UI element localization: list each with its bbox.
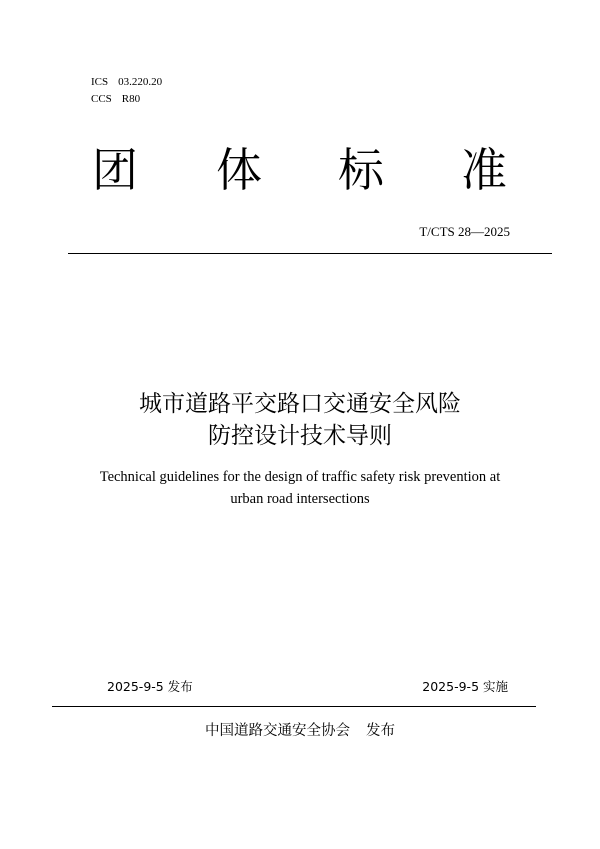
header-char-1: 团 [92, 143, 138, 197]
title-cn-line-1: 城市道路平交路口交通安全风险 [139, 391, 461, 417]
header-char-4: 准 [461, 143, 507, 197]
header-char-2: 体 [216, 143, 262, 197]
issue-date: 2025-9-5 发布 [107, 679, 193, 694]
implementation-date: 2025-9-5 实施 [422, 679, 508, 694]
publisher-name: 中国道路交通安全协会 [205, 723, 350, 739]
ccs-code [91, 91, 162, 108]
classification-codes [91, 74, 162, 108]
standard-number: T/CTS 28—2025 [419, 224, 510, 239]
publisher-line [0, 720, 600, 742]
ics-code [91, 74, 162, 91]
title-cn-line-2: 防控设计技术导则 [208, 423, 392, 449]
ccs-value: R80 [121, 93, 141, 105]
ccs-label: CCS [91, 93, 112, 105]
title-en-line-1: Technical guidelines for the design of traffic safety risk prevention at [99, 469, 501, 485]
ics-label: ICS [91, 76, 109, 88]
document-type-header [0, 140, 600, 200]
title-en-line-2: urban road intersections [230, 491, 370, 507]
publisher-action: 发布 [366, 723, 395, 739]
ics-value: 03.220.20 [118, 76, 163, 88]
top-divider [68, 253, 552, 254]
header-char-3: 标 [338, 143, 384, 197]
bottom-divider [52, 706, 536, 707]
